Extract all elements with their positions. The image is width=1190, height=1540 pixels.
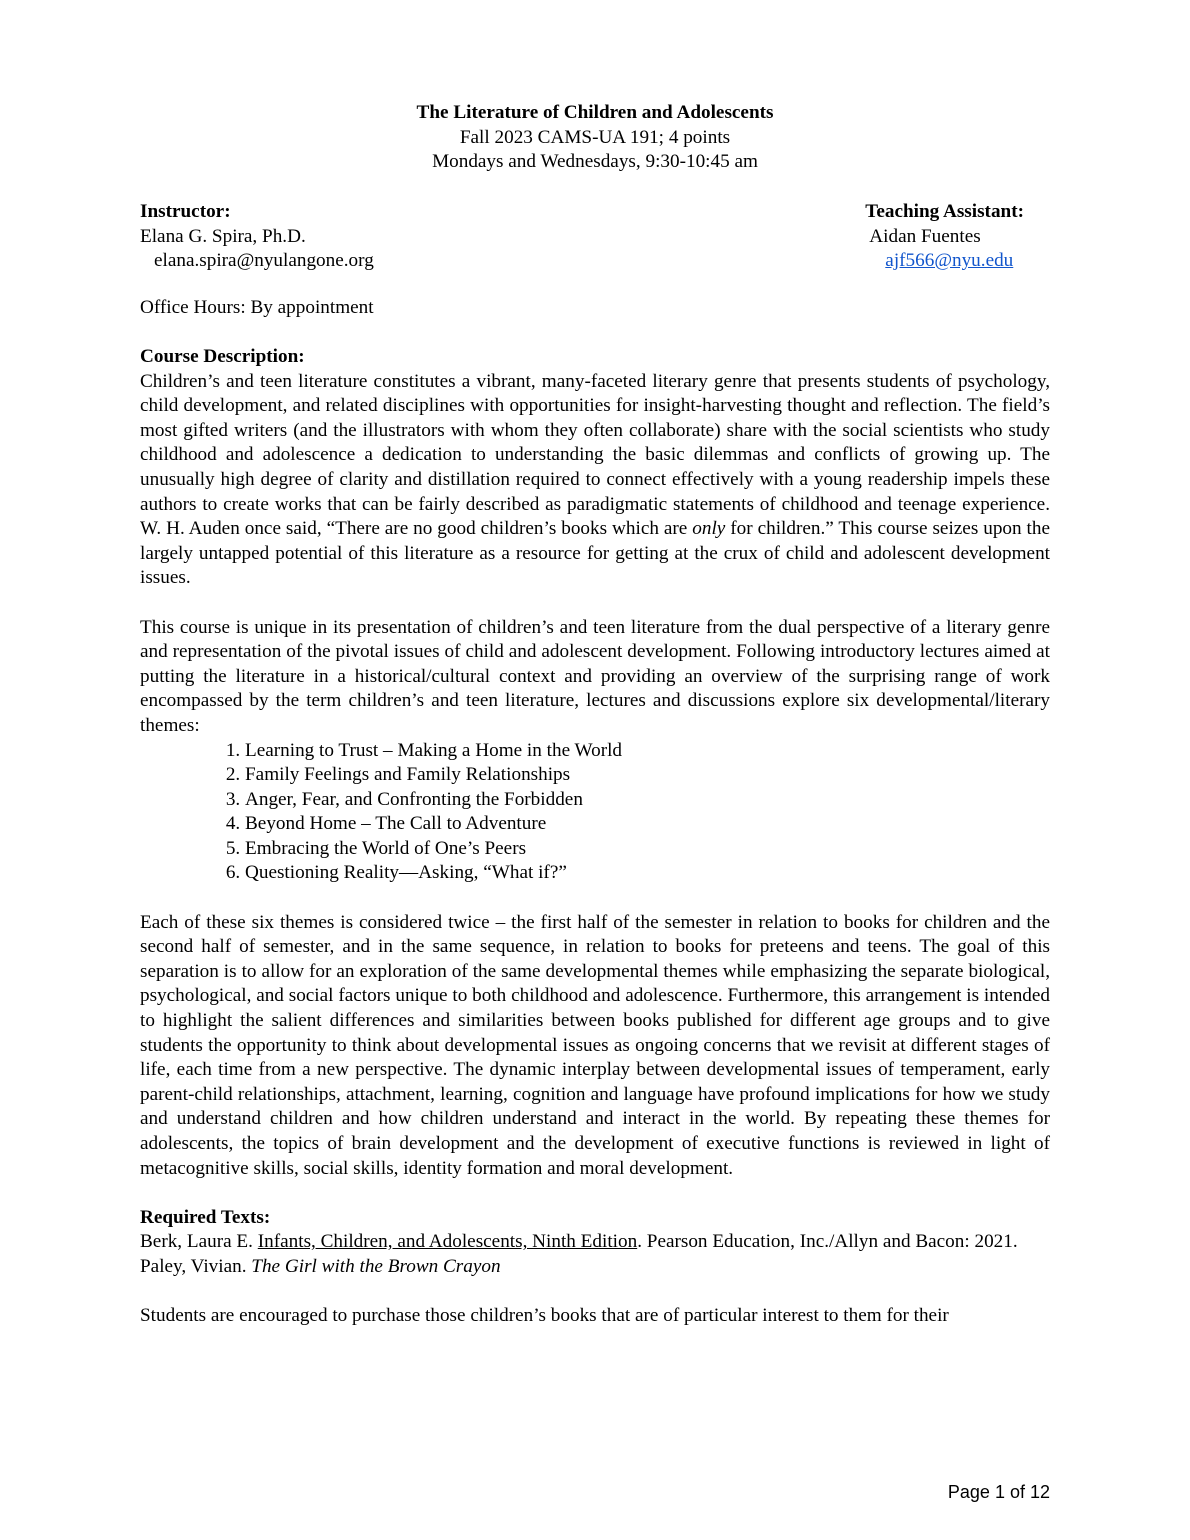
- list-item: 1. Learning to Trust – Making a Home in the World: [245, 739, 1050, 764]
- list-item: 2. Family Feelings and Family Relationships: [245, 763, 1050, 788]
- list-item: 6. Questioning Reality—Asking, “What if?”: [245, 861, 1050, 886]
- list-item: 3. Anger, Fear, and Confronting the Forbidden: [245, 788, 1050, 813]
- course-description-paragraph-3: Each of these six themes is considered twice – the first half of the semester in relation to books for children and the second half of semester, and in the same sequence, in relation to books for preteens and teens. The goal of this separation is to allow for an exploration of the same developmental themes while emphasizing the separate biological, psychological, and social factors unique to both childhood and adolescence. Furthermore, this arrangement is intended to highlight the salient differences and similarities between books published for different age groups and to give students the opportunity to think about developmental issues as ongoing concerns that we revisit at different stages of life, each time from a new perspective. The dynamic interplay between developmental issues of temperament, early parent-child relationships, attachment, learning, cognition and language have profound implications for how we study and understand children and how children understand and interact in the world. By repeating these themes for adolescents, the topics of brain development and the development of executive functions is reviewed in light of metacognitive skills, social skills, identity formation and moral development.: [140, 911, 1050, 1179]
- text-2-author: Paley, Vivian.: [140, 1255, 252, 1277]
- ta-block: [865, 200, 1024, 274]
- text-2-title: The Girl with the Brown Crayon: [251, 1255, 501, 1277]
- required-text-2: [140, 1255, 1050, 1280]
- document-body: [140, 345, 1050, 1329]
- course-schedule: Mondays and Wednesdays, 9:30-10:45 am: [432, 151, 758, 173]
- course-description-paragraph-2: This course is unique in its presentation of children’s and teen literature from the dual perspective of a literary genre and representation of the pivotal issues of child and adolescent development. Following introductory lectures aimed at putting the literature in a historical/cultural context and providing an overview of the surprising range of work encompassed by the term children’s and teen literature, lectures and discussions explore six developmental/literary themes:: [140, 616, 1050, 736]
- instructor-name: Elana G. Spira, Ph.D.: [140, 225, 306, 247]
- office-hours: Office Hours: By appointment: [140, 297, 374, 318]
- ta-heading: Teaching Assistant:: [865, 201, 1024, 222]
- title-block: [0, 101, 1190, 175]
- instructor-heading: Instructor:: [140, 201, 231, 222]
- page-number: Page 1 of 12: [947, 1482, 1050, 1502]
- p1-text-b: for children.” This course seizes upon the largely untapped potential of this literature as a resource for getting at the crux of child and adolescent development issues.: [140, 518, 1051, 589]
- course-description-heading: Course Description:: [140, 346, 305, 367]
- required-texts-note: Students are encouraged to purchase those children’s books that are of particular interest to them for their: [140, 1305, 949, 1327]
- staff-block: [140, 200, 1024, 276]
- list-item: 4. Beyond Home – The Call to Adventure: [245, 812, 1050, 837]
- themes-list: [140, 739, 1050, 887]
- text-1-publisher: . Pearson Education, Inc./Allyn and Bacon: 2021.: [637, 1231, 1018, 1253]
- list-item: 5. Embracing the World of One’s Peers: [245, 837, 1050, 862]
- required-text-1: [140, 1230, 1050, 1255]
- instructor-block: [140, 200, 374, 274]
- text-1-title: Infants, Children, and Adolescents, Ninth Edition: [257, 1231, 638, 1253]
- course-description-paragraph-1: [140, 370, 1050, 591]
- p1-text-a: Children’s and teen literature constitutes a vibrant, many-faceted literary genre that presents students of psychology, child development, and related disciplines with opportunities for insight-harvesting thought and reflection. The field’s most gifted writers (and the illustrators with whom they often collaborate) share with the social scientists who study childhood and adolescence a dedication to understanding the basic dilemmas and conflicts of growing up. The unusually high degree of clarity and distillation required to connect effectively with a young readership impels these authors to create works that can be fairly described as paradigmatic statements of childhood and teenage experience. W. H. Auden once said, “There are no good children’s books which are: [140, 370, 1050, 540]
- course-code: Fall 2023 CAMS-UA 191; 4 points: [459, 126, 731, 148]
- text-1-author: Berk, Laura E.: [140, 1231, 258, 1253]
- p1-emphasis: only: [692, 518, 726, 540]
- ta-name: Aidan Fuentes: [869, 225, 981, 247]
- instructor-email: elana.spira@nyulangone.org: [154, 250, 374, 272]
- ta-email-link[interactable]: ajf566@nyu.edu: [885, 250, 1014, 272]
- course-title: The Literature of Children and Adolescents: [416, 102, 774, 123]
- required-texts-heading: Required Texts:: [140, 1206, 271, 1228]
